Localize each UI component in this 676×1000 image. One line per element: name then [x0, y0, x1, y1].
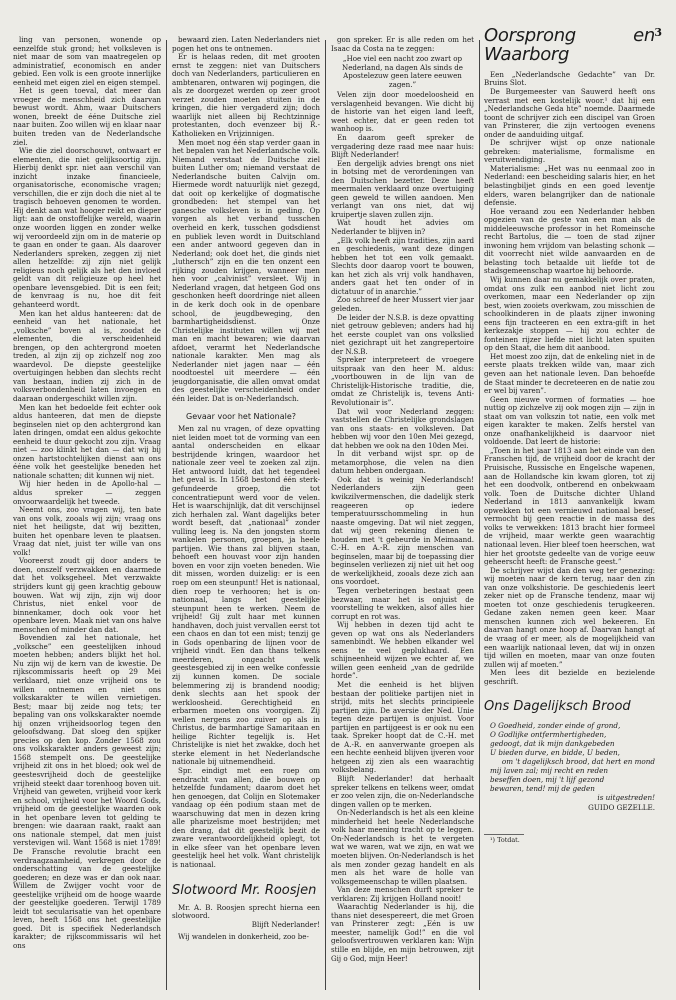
- article-column-4: [484, 26, 655, 990]
- paragraph: De Burgemeester van Sauwerd heeft ons verrast met een kostelijk woor.¹ dat hij een „Nederlandsche Geda hte” noemde. Daarmede toont de schrijver zich een discipel van Groen van Prinsterer, die zijn vertoogen evenens onder de aanduiding uitgaf.: [484, 86, 655, 139]
- paragraph: bewaard zien. Laten Nederlanders niet pogen het ons te ontnemen.: [172, 36, 320, 53]
- paragraph: Men moet nog één stap verder gaan in het bepalen van het Nederlandsche volk. Niemand verstaat de Duitsche ziel buiten Luther om; niemand verstaat de Nederlandsche buiten Calvijn om. Hiermede wordt natuurlijk niet gezegd, dat ooit op kerkelijke of dogmatische grondbeden: het stempel van het ganesche volksleven is in geding. Op vorgen als het verband tusschen overheid en kerk, tusschen godsdienst en publiek leven wordt in Duitschland een ander antwoord gegeven dan in Nederland; ook doet het, die ginds niet „luthersch” zijn en die ten onzent een rijking zouden krijgen, wanneer men hen voor „calvinist” versleet. Wij in Nederland vragen, dat hetgeen God ons geschonken heeft doordringe niet alleen in de kerk doch ook in de openbare school, de jeugdbeweging, den barmhartigheidsdienst. Onze Christelijke instituten willen wij met man en macht bewaren; wie daarvan afdoet, verarmt het Nederlandsche nationale karakter. Men mag als Nederlander niet jagen naar — één noodtoestel uit meerdere — één jeugdorganisatie, die allen omvat omdat des geestelijke verscheidenheid onder één leider. Dat is on-Nederlandsch.: [172, 137, 320, 403]
- poem-line: bewaren, tend! mij de geden: [490, 783, 595, 793]
- paragraph: ling van personen, wonende op eenzelfde stuk grond; het volksleven is niet maar de som van maatregelen op administratief, economisch en ander gebied. Een volk is een groote innerlijke eenheid met eigen ziel en eigen stempel.: [13, 36, 161, 87]
- article-column-2: [172, 36, 320, 990]
- article-title: Slotwoord Mr. Roosjen: [172, 882, 317, 898]
- poem-author: GUIDO GEZELLE.: [588, 802, 655, 812]
- paragraph: Neemt ons, zoo vragen wij, ten bate van ons volk, zooals wij zijn; vraag ons niet het heiligste, dat wij bezitten, buiten het openbare leven te plaatsen. Vraag dat niet, juist ter wille van ons volk!: [13, 505, 161, 557]
- paragraph: Men kan het aldus hanteeren: dat de eenheid van het nationale, het „volksche” boven al is, zoodat de elementen, die verscheidenheid brengen, op den achtergrond moeten treden, al zijn zij op zichzelf nog zoo waardevol. De diepste geestelijke overtuigingen hebben dan slechts recht van bestaan, indien zij zich in de volksverbondenheid laten invoegen en daaraan ondergeschikt willen zijn.: [13, 308, 161, 403]
- paragraph: In dit verband wijst spr. op de metamorphose, die velen na dien datum hebben ondergaan.: [331, 449, 474, 476]
- paragraph: Van deze menschen durft spreker te verklaren: Zij krijgen Holland nooit!: [331, 885, 474, 903]
- paragraph: Mr. A. B. Roosjen sprecht hierna een slotwoord.: [172, 902, 320, 921]
- paragraph: Men lees dit bezielde en bezielende geschrift.: [484, 668, 655, 686]
- paragraph: Men kan het bedoelde feit echter ook aldus hanteeren, dat men de diepste beginselen niet op den achtergrond kan laten dringen, omdat een aldus gekochte eenheid te duur gekocht zou zijn. Vraag niet — zoo klinkt het dan — dat wij bij onzen hartstochtelijken dienst aan ons ééne volk het geestelijke beneden het nationale schatten; dit kunnen wij niet.: [13, 402, 161, 480]
- poem-line: gedoogt, dat ik mijn dankgebeden: [490, 738, 615, 748]
- subheading: Blijft Nederlander!: [251, 919, 320, 929]
- poem-line: U bieden durve, en bidde, U beden,: [490, 747, 620, 757]
- article-column-1: [13, 36, 161, 990]
- paragraph: Tegen verbeteringen bestaat geen bezwaar, maar het is onjuist de voorstelling te wekken, alsof alles hier corrupt en rot was.: [331, 586, 474, 621]
- paragraph: Dat wil voor Nederland zeggen: vaststellen de Christelijke grondslagen van ons staats- en volksleven. Dat hebben wij voor den 10en Mei gezegd, dat hebben we ook na den 10den Mei.: [331, 406, 474, 450]
- poem-line: O Godlijke ontfermhertigheden,: [490, 729, 607, 739]
- paragraph: Blijft Nederlander! dat herhaalt spreker telkens en telkens weer, omdat er zoo velen zijn, die on-Nederlandsche dingen vallen op te merken.: [331, 774, 474, 809]
- paragraph: Met die eenheid is het blijven bestaan der politieke partijen niet in strijd, mits het slechts principieele partijen zijn. De aversie der Ned. Unie tegen deze partijen is onjuist. Voor partijen en partijgeest is er ook nu een taak. Spreker hoopt dat de C.-H. met de A.-R. en aanverwante groepen als een hechte eenheid blijven ijveren voor hetgeen zij zien als een waarachtig volksbelang.: [331, 680, 474, 775]
- paragraph: Wij kunnen daar nu gemakkelijk over praten, omdat ons zulk een aanbod niet licht zou overkomen, maar een Nederlander op zijn best, wien zooiets overkwam, zou misschien de schoolkinderen in de plaats zijner inwoning eens fijn tracteeren en een extra-gift in het kerkezakje stoppen — hij zou echter de fonteinen rijzer liefde niet licht laten spuiten op den Staat, die hem dit aanbood.: [484, 275, 655, 353]
- paragraph: Materialisme: „Het was nu eenmaal zoo in Nederland: een bescheiding salaris hier, en het belastingbiljet ginds en een goed leventje elders, waren belangrijker dan de nationale defensie.: [484, 163, 655, 208]
- paragraph: Wij hebben in dezen tijd acht te geven op wat ons als Nederlanders samenbindt. We hebben elkander wel eens te veel geplukhaard. Een schijneenheid wijzen we echter af, we willen geen eenheid „van de gedrilde horde”.: [331, 620, 474, 681]
- column-rule: [325, 40, 326, 990]
- quote: „Hoe viel een nacht zoo zwart op Nederland, na dagen Als sinds de Apostelezuw geen latere eeuwen zagen.”: [342, 54, 463, 89]
- paragraph: Spr. eindigt met een roep om eendracht van allen, die bouwen op hetzelfde fundament; daarom doet het hen genoegen, dat Colijn en Slotemaker vandaag op één podium staan met de waarschuwing dat men in dezen kring alle pharizeïsme moet bestrijden; met den drang, dat dit geestelijk bezit de zware verantwoordelijkheid oplegt, tot in elke sfeer van het openbare leven geestelijk heel het volk. Want christelijk is nationaal.: [172, 766, 320, 870]
- paragraph: Het is geen toeval, dat meer dan vroeger de menschheid zich daarvan bewust wordt. Ahm, waar Duitschers wonen, breekt de ééne Duitsche ziel naar buiten. Zoo willen wij en klaar naar buiten treden van de Nederlandsche ziel.: [13, 86, 161, 147]
- paragraph: gon spreker. Er is alle reden om het Isaac da Costa na te zeggen:: [331, 36, 474, 53]
- column-rule: [166, 40, 167, 990]
- paragraph: On-Nederlandsch is het als een kleine minderheid het heele Nederlandsche volk haar meening tracht op te leggen. On-Nederlandsch is het te vergeten wat we waren, wat we zijn, en wat we moeten blijven. On-Nederlandsch is het als men zonder gezag handelt en als men als het ware de holle van volksgemeenschap te willen plaatsen.: [331, 808, 474, 886]
- paragraph: Bovendien zal het nationale, het „volksche” een geestelijken inhoud moeten hebben; anders blijkt het hol. Nu zijn wij de kern van de kwestie. De rijkscommissaris heeft op 29 Mei verklaard, niet onze vrijheid ons te willen ontnemen en niet ons volkskarakter te willen vernietigen. Best; maar bij zeide nog tets; ter bepaling van ons volkskarakter noemde hij onzen vrijheidsoorlog tegen den geloofsdwang. Dat sloeg den spijker precies op den kop. Zonder 1568 zou ons volkskarakter anders geweest zijn; 1568 stempelt ons. De geestelijke vrijheid zit ons in het bloed; ook wel de geestesvrijheid doch de geestelijke vrijheid steekt daar torenhoog boven uit. Vrijheid van geweten, vrijheid voor kerk en school, vrijheid voor het Woord Gods, vrijheid om de geestelijke waarden ook in het openbare leven tot gelding te brengen: wie daaraan raakt, raakt aan ons nationale stempel, dat men juist verstevigen wil. Want 1568 is niet 1789! De Fransche revolutie bracht een verdraagzaamheid, verkregen door de onderschatting van de geestelijke goederen; en deze was er dan ook naar. Willem de Zwijger vocht voor de geestelijke vrijheid om de hooge waarde der geestelijke goederen. Terwijl 1789 leidt tot secularisatie van het openbare leven, heeft 1568 ons het geestelijke goed. Dit is specifiek Nederlandsch karakter; de rijkscommissaris wil het ons: [13, 633, 161, 950]
- poem: [484, 721, 655, 802]
- paragraph: De schrijver wijst op onze nationale gebreken: materialisme, formalisme en veruitwendiging.: [484, 138, 655, 165]
- paragraph: Geen nieuwe vormen of formaties — hoe nuttig op zichzelve zij ook mogen zijn — zijn in staat om van volkszin tot natie, een volk met eigen karakter te maken. Zelfs herstel van onze onafhankelijkheid is daarvoor niet voldoende. Dat leert de historie:: [484, 394, 655, 447]
- paragraph: Een dergelijk advies brengt ons niet in botsing met de verordeningen van den Duitschen bezetter. Deze heeft meermalen verklaard onze overtuiging geen geweld te willen aandoen. Men verlangt van ons niet, dat wij kruipertje slaven zullen zijn.: [331, 158, 474, 219]
- paragraph: Ook dat is weinig Nederlandsch! Nederlanders zijn geen kwikzilvermenschen, die dadelijk sterk reageeren op iedere temperatuursschommeling in hun naaste omgeving. Dat wil niet zeggen, dat wij geen rekening dienen te houden met 't gebeurde in Meimaand. C.-H. en A.-R. zijn menschen van beginselen, maar bij de toepassing dier beginselen verliezen zij niet uit het oog de werkelijkheid, zooals deze zich aan ons voordoet.: [331, 474, 474, 587]
- paragraph: En daarom geeft spreker de vergadering deze raad mee naar huis: Blijft Nederlander!: [331, 133, 474, 160]
- paragraph: Hoe veraand zou een Nederlander hebben opgezien van de geste van een man als de middeleeuwsche professor in het Romeinsche recht Bartolus, die — toen de stad zijner inwoning hem vrijdom van belasting schonk — dit voorrecht niet wilde aanvaarden en de belasting toch betaalde uit liefde tot de stadsgemeenschap waartoe hij behoorde.: [484, 206, 655, 276]
- paragraph: Wij wandelen in donkerheid, zoo be-: [178, 931, 309, 941]
- column-rule: [479, 40, 480, 990]
- paragraph: Velen zijn door moedeloosheid en verslagenheid bevangen. Wie dicht bij de historie van het eigen land leeft, weet echter, dat er geen reden tot wanhoop is.: [331, 90, 474, 134]
- section-heading: Gevaar voor het Nationale?: [186, 411, 297, 421]
- poem-line: mij laven zal; mij recht en reden: [490, 765, 609, 775]
- poem-line: O Goedheid, zonder einde of grond,: [490, 720, 621, 730]
- poem-title: Ons Dagelijksch Brood: [484, 699, 631, 715]
- article-column-3: [331, 36, 474, 990]
- poem-line: is uitgestreden!: [597, 792, 655, 802]
- paragraph: Wie die ziel doorschouwt, ontwaart er elementen, die niet gelijksoortig zijn. Hierbij denkt spr. niet aan verschil van inzicht inzake financieele, organisatorische, economische vragen; verschillen, die er zijn doch die niet al te tragisch behoeven genomen te worden. Hij denkt aan wat hooger reikt en dieper ligt: aan de onstoffelijke wereld, waarin onze woorden liggen en zonder welke wij veroordeeld zijn om in de materie op te gaan en onder te gaan. Als daarover Nederlanders spreken, zeggen zij niet allen hetzelfde: zij zijn niet gelijk religieus noch gelijk als het den invloed geldt van dit religieuze op heel het openbare levensgebied. Dit is een feit; de kenvraag is nu, hoe dit feit gehanteerd wordt.: [13, 146, 161, 309]
- paragraph: Vooreerst zoudt gij door anders te doen, onszelf verzwakken en daarmede dat het volksgeheel. Met verzwakte strijders kunt gij geen krachtig gebouw bouwen. Wat wij zijn, zijn wij door Christus, niet enkel voor de binnenkamer, doch ook voor het openbare leven. Maak niet van ons halve menschen of minder dan dat.: [13, 556, 161, 634]
- paragraph: Zoo schreef de heer Mussert vier jaar geleden.: [331, 295, 474, 313]
- paragraph: Men zal nu vragen, of deze opvatting niet leiden moet tot de vorming van een aantal onderscheiden en elkaar bestrijdende kringen, waardoor het nationale zeer veel te zoeken zal zijn. Het antwoord luidt, dat het tegendeel het geval is. In 1568 bestond één sterk-gefundeerde groep, die tot concentratiepunt werd voor de velen. Het is waarschijnlijk, dat dit verschijnsel zich herhalen zal. Want dagelijks beter wordt beseft, dat „nationaal” zonder vulling leeg is. Na den jongsten storm wankelen personen, groepen, ja heele partijen. Wie thans zal blijven staan, behoeft een houvast voor zijn handen boven en voor zijn voeten beneden. Wie dit missen, worden duizelig: er is een roep om een steunpunt! Het is nationaal, dien roep te verhooren; het is on-nationaal, langs het geestelijke steunpunt heen te werken. Neem de vrijheid! Gij zult haar met kunnen handhaven, doch juist vervallen eerst tot een chaos en dan tot een mist; tenzij ge in Gods openbaring de lijnen voor de vrijheid vindt. Een dan thans telkens meerderen, ongeacht welk geestesgebied zij in een welke confessie zij kunnen komen. De sociale belemmering zij is brandend noodig; denk slechts aan het spook der werkloosheid. Gerechtigheid en erbarmen moeten ons voorgigen. Zij wellen nergens zoo zuiver op als in Christus, de barmhartige Samaritaan en heilige Richter tegelijk is. Het Christelijke is niet het zwakke, doch het sterke element in het Nederlandsche nationale bij uitnemendheid.: [172, 424, 320, 767]
- poem-line: om 't dagelijksch brood, dat hert en mond: [501, 756, 655, 766]
- paragraph: Waarachtig Nederlander is hij, die thans niet desespereert, die met Groen van Prinsterer zegt: „Eén is uw meester, namelijk God!” en die vol geloofsvertrouwen verklaren kan: Wijn stille en blijde, en mijn betrouwen, zijt Gij o God, mijn Heer!: [331, 902, 474, 963]
- footnote: ¹) Totdat.: [490, 836, 520, 845]
- page-number: 3: [654, 26, 662, 39]
- paragraph: Wij hier heden in de Apollo-hal — aldus spreker — zeggen onvoorwaardelijk het tweede.: [13, 479, 161, 506]
- paragraph: Er is helaas reden, dit met grooten ernst te zeggen: niet van Duitschers doch van Nederlanders, particulieren en ambtenaren, ontwaren wij pogingen, die als ze doorgezet werden op zeer groot verzet zouden moeten stuiten in de kringen, die hier vergaderd zijn; doch waarlijk niet alleen bij Rechtzinnige protestanten, doch evenzeer bij R.-Katholieken en Vrijzinnigen.: [172, 52, 320, 139]
- article-title: Oorsprong en Waarborg: [484, 26, 655, 66]
- paragraph: De leider der N.S.B. is deze opvatting niet getrouw gebleven; anders had hij het eerste couplet van ons volkslied niet gezichrapt uit het zangrepertoire der N.S.B.: [331, 312, 474, 356]
- paragraph: De schrijver wijst dan den weg ter genezing: wij moeten naar de kern terug, naar den zin van onze volkshistorie. De geschiedenis leert zeker niet op de Fransche tendenz, maar wij moeten tot onze geschiedenis terugkeeren. Gedane zaken nemen geen keer. Maar menschen kunnen zich wel bekeeren. En daarvan hangt onze hoop af. Daarvan hangt af de vraag of er meer, als de mogelijkheid van een waarlijk nationaal leven, dat wij in onzen tijd willen en moeten, maar van onze fouten zullen wij af moeten.”: [484, 565, 655, 669]
- footnote-rule: [484, 834, 524, 835]
- paragraph: „Elk volk heeft zijn tradities, zijn aard en geschiedenis, want deze dingen hebben het tot een volk gemaakt. Slechts door daarop voort te bouwen, kan het zich als vrij volk handhaven, anders gaat het ten onder of in dictatuur of in anarchie.”: [331, 235, 474, 296]
- paragraph: „Toen in het jaar 1813 aan het einde van den Franschen tijd, de vrijheid door de kracht der Pruisische, Russische en Engelsche wapenen, aan de Hollandsche kin kwam gloren, tot zij het een doodvolk, ontberend en onbekwaam volk. Toen de Duitsche dichter Uhland Nederland in 1813 aanvankelijk kwam opwekken tot een vernieuwd nationaal besef, vermocht bij geen reactie in de massa des volks te verwekken: 1813 bracht hier formeel de vrijheid, maar werkte geen waarachtig nationaal leven. Hier bleef toen heerschen, wat hier het grootste gedeelte van de vorige eeuw geheerscht heeft: de Fransche geest.”: [484, 445, 655, 567]
- paragraph: Het moest zoo zijn, dat de enkeling niet in de eerste plaats trekken wilde van, maar zich geven aan het nationale leven. Dan behoefde de Staat minder te decreteeren en de natie zou er wel bij varen”.: [484, 351, 655, 396]
- poem-line: beseffen doen, mij 't lijf gezond: [490, 774, 605, 784]
- paragraph: Spreker interpreteert de vroegere uitspraak van den heer M. aldus: „voortbouwen in de lijn van de Christelijk-Historische traditie, die, omdat ze Christelijk is, tevens Anti-Revolutionair is”.: [331, 355, 474, 407]
- paragraph: Wat houdt het advies om Nederlander te blijven in?: [331, 218, 474, 237]
- paragraph: Een „Nederlandsche Gedachte” van Dr. Bruins Slot.: [484, 69, 655, 88]
